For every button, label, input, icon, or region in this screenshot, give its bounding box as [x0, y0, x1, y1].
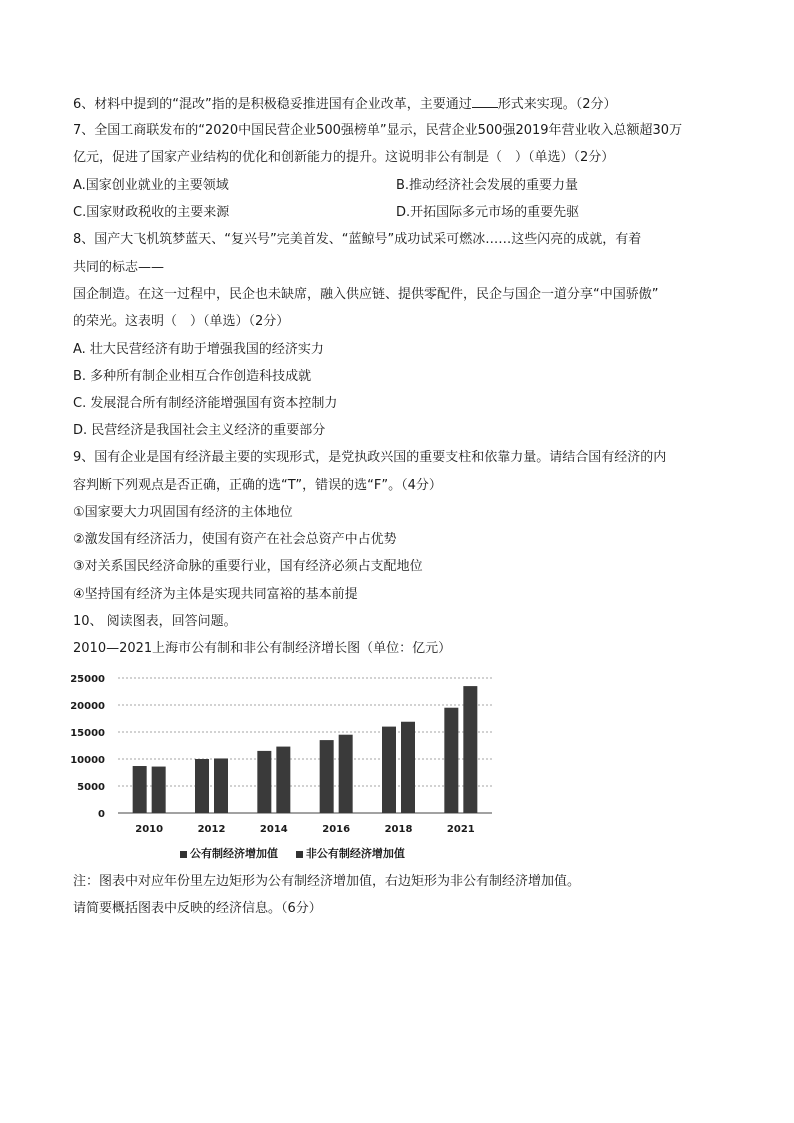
legend-public-swatch — [180, 851, 187, 858]
y-tick-label: 25000 — [70, 674, 105, 685]
x-tick-label-2010: 2010 — [135, 824, 164, 835]
bar-chart — [60, 664, 500, 840]
bar-nonpublic-2010 — [152, 767, 166, 813]
x-tick-label-2021: 2021 — [446, 824, 475, 835]
q8-line-4: 的荣光。这表明（ ）（单选）（2分） — [73, 314, 290, 329]
bar-nonpublic-2012 — [214, 758, 228, 813]
q10-heading: 10、 阅读图表，回答问题。 — [73, 614, 237, 629]
bar-public-2021 — [444, 708, 458, 813]
q9-item-3[interactable]: ③对关系国民经济命脉的重要行业，国有经济必须占支配地位 — [73, 559, 423, 574]
q7-option-b[interactable]: B.推动经济社会发展的重要力量 — [396, 178, 579, 193]
x-tick-label-2018: 2018 — [384, 824, 413, 835]
x-tick-label-2016: 2016 — [322, 824, 351, 835]
legend-nonpublic-label: 非公有制经济增加值 — [305, 847, 405, 860]
q9-item-2[interactable]: ②激发国有经济活力，使国有资产在社会总资产中占优势 — [73, 532, 397, 547]
q9-item-1[interactable]: ①国家要大力巩固国有经济的主体地位 — [73, 505, 293, 520]
bar-public-2018 — [382, 727, 396, 813]
q8-option-d[interactable]: D. 民营经济是我国社会主义经济的重要部分 — [73, 423, 326, 438]
q8-line-3: 国企制造。在这一过程中，民企也未缺席，融入供应链、提供零配件，民企与国企一道分享“中国骄傲” — [73, 287, 659, 302]
legend-nonpublic — [296, 847, 405, 860]
q7-option-c[interactable]: C.国家财政税收的主要来源 — [73, 205, 230, 220]
bar-nonpublic-2021 — [463, 686, 477, 813]
q8-option-a[interactable]: A. 壮大民营经济有助于增强我国的经济实力 — [73, 342, 324, 357]
bar-nonpublic-2018 — [401, 722, 415, 813]
bar-public-2010 — [133, 766, 147, 813]
q7-line-2: 亿元，促进了国家产业结构的优化和创新能力的提升。这说明非公有制是（ ）（单选）（2分） — [73, 150, 615, 165]
q6-text-after: 形式来实现。（2分） — [497, 97, 617, 112]
q9-line-2: 容判断下列观点是否正确，正确的选“T”，错误的选“F”。（4分） — [73, 478, 442, 493]
legend-public — [180, 847, 278, 860]
legend-public-label: 公有制经济增加值 — [190, 847, 278, 860]
q7-option-a[interactable]: A.国家创业就业的主要领域 — [73, 178, 229, 193]
q8-option-b[interactable]: B. 多种所有制企业相互合作创造科技成就 — [73, 369, 312, 384]
bar-public-2012 — [195, 759, 209, 813]
chart-title: 2010—2021上海市公有制和非公有制经济增长图（单位：亿元） — [73, 641, 452, 656]
question-6 — [73, 94, 733, 115]
q8-line-2: 共同的标志—— — [73, 260, 165, 275]
q9-line-1: 9、国有企业是国有经济最主要的实现形式，是党执政兴国的重要支柱和依靠力量。请结合国有经济的内 — [73, 450, 667, 465]
q6-answer-blank[interactable] — [472, 94, 498, 108]
chart-y-ticks — [70, 674, 105, 820]
q9-item-4[interactable]: ④坚持国有经济为主体是实现共同富裕的基本前提 — [73, 587, 358, 602]
q8-line-1: 8、国产大飞机筑梦蓝天、“复兴号”完美首发、“蓝鲸号”成功试采可燃冰……这些闪亮的成就，有着 — [73, 232, 642, 247]
y-tick-label: 0 — [98, 809, 105, 820]
q7-line-1: 7、全国工商联发布的“2020中国民营企业500强榜单”显示，民营企业500强2019年营业收入总额超30万 — [73, 123, 683, 138]
bar-public-2016 — [320, 740, 334, 813]
bar-nonpublic-2016 — [339, 735, 353, 813]
chart-bars — [133, 686, 478, 813]
y-tick-label: 15000 — [70, 728, 105, 739]
q8-option-c[interactable]: C. 发展混合所有制经济能增强国有资本控制力 — [73, 396, 338, 411]
y-tick-label: 20000 — [70, 701, 105, 712]
y-tick-label: 5000 — [77, 782, 105, 793]
bar-nonpublic-2014 — [276, 747, 290, 813]
bar-public-2014 — [257, 751, 271, 813]
y-tick-label: 10000 — [70, 755, 105, 766]
chart-legend — [180, 845, 419, 861]
chart-note: 注：图表中对应年份里左边矩形为公有制经济增加值，右边矩形为非公有制经济增加值。 — [73, 874, 581, 889]
legend-nonpublic-swatch — [296, 851, 303, 858]
chart-x-ticks — [135, 824, 475, 835]
q10-question: 请简要概括图表中反映的经济信息。（6分） — [73, 901, 322, 916]
q6-text-before: 6、材料中提到的“混改”指的是积极稳妥推进国有企业改革，主要通过 — [73, 97, 472, 112]
q7-option-d[interactable]: D.开拓国际多元市场的重要先驱 — [396, 205, 580, 220]
chart-grid — [118, 678, 492, 813]
x-tick-label-2014: 2014 — [259, 824, 288, 835]
x-tick-label-2012: 2012 — [197, 824, 226, 835]
